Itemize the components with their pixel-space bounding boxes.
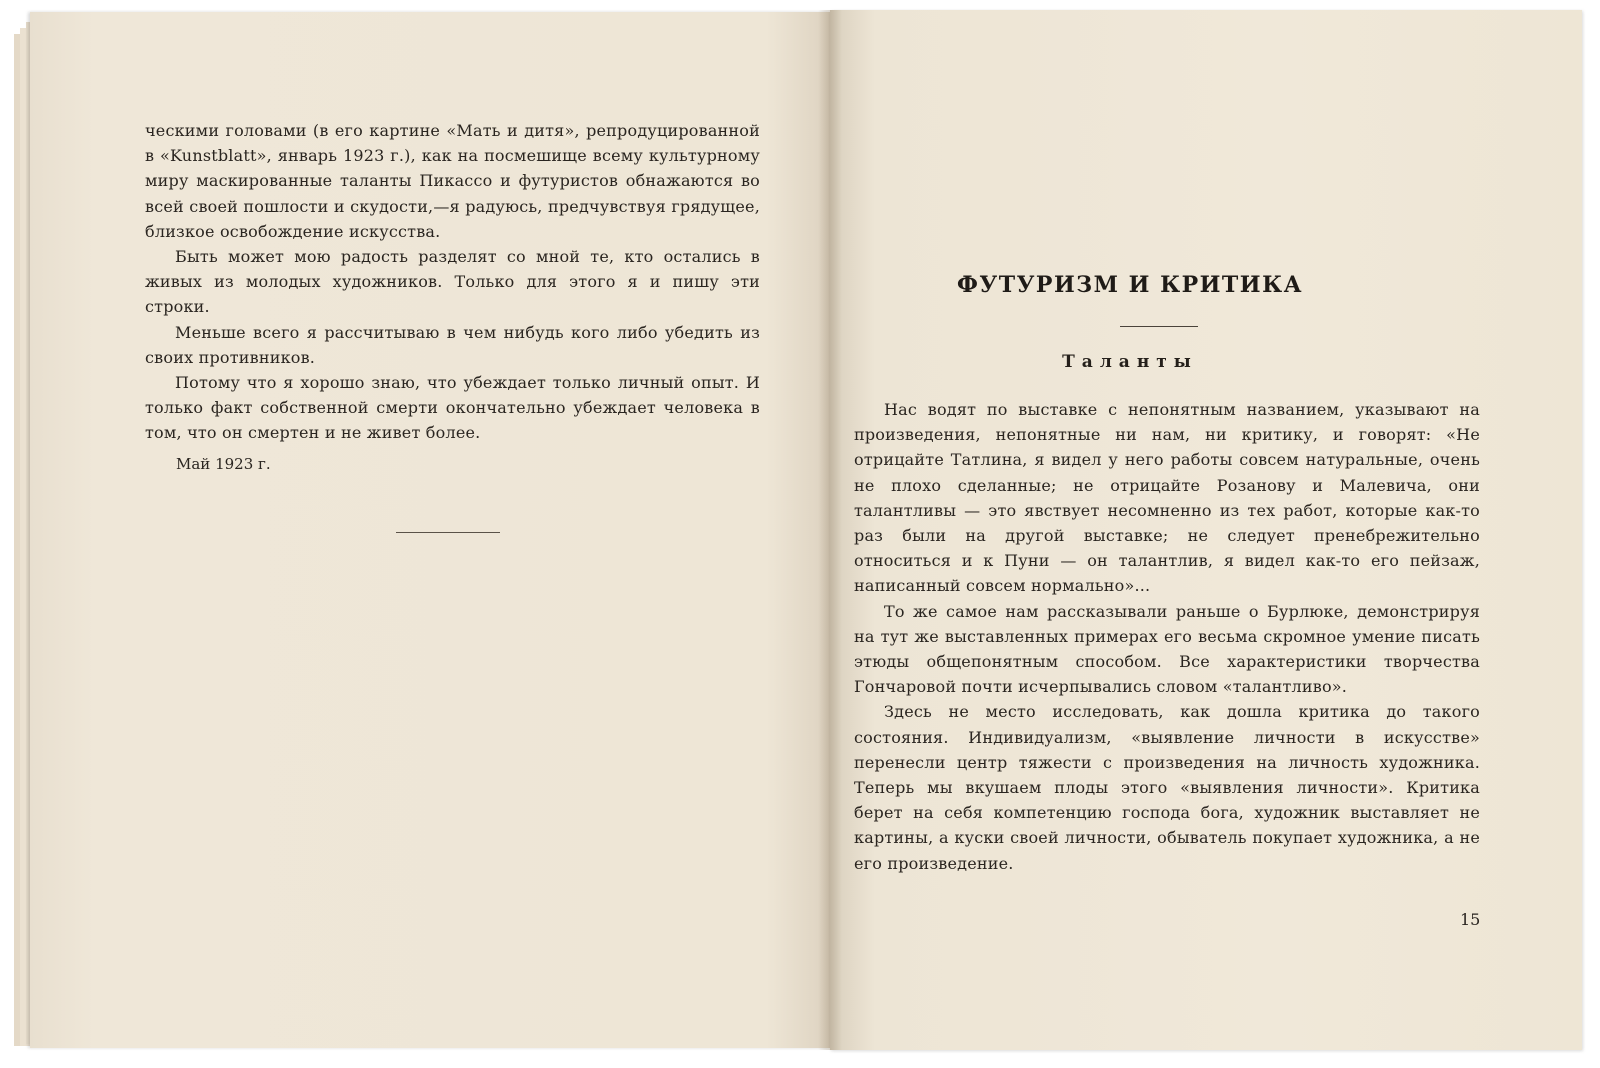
paragraph: Здесь не место исследовать, как дошла критика до такого состояния. Индивидуализм, «выявление личности в искусстве» перенесли центр тяжести с произведения на личность художника. Теперь мы вкушаем плоды этого «выявления личности». Критика берет на себя компетенцию господа бога, художник выставляет не картины, а куски своей личности, обыватель покупает художника, а не его произведение. bbox=[854, 702, 1480, 873]
right-page-body bbox=[854, 397, 1480, 876]
book-gutter bbox=[818, 10, 842, 1050]
left-page-body bbox=[145, 118, 760, 446]
paragraph: Быть может мою радость разделят со мной те, кто остались в живых из молодых художников. Только для этого я и пишу эти строки. bbox=[145, 247, 760, 317]
section-divider bbox=[396, 532, 500, 533]
title-divider bbox=[1120, 326, 1198, 327]
paragraph: ческими головами (в его картине «Мать и дитя», репродуцированной в «Kunstblatt», январь 1923 г.), как на посмешище всему культурному миру маскированные таланты Пикассо и футуристов обнажаются во всей своей пошлости и скудости,—я радуюсь, предчувствуя грядущее, близкое освобождение искусства. bbox=[145, 121, 760, 241]
chapter-title: ФУТУРИЗМ И КРИТИКА bbox=[956, 272, 1304, 298]
paragraph: Меньше всего я рассчитываю в чем нибудь кого либо убедить из своих противников. bbox=[145, 322, 760, 367]
paragraph: То же самое нам рассказывали раньше о Бурлюке, демонстрируя на тут же выставленных примерах его весьма скромное умение писать этюды общепонятным способом. Все характеристики творчества Гончаровой почти исчерпывались словом «талантливо». bbox=[854, 601, 1480, 697]
section-subtitle: Таланты bbox=[1062, 352, 1198, 372]
paragraph: Нас водят по выставке с непонятным названием, указывают на произведения, непонятные ни нам, ни критику, и говорят: «Не отрицайте Татлина, я видел у него работы совсем натуральные, очень не плохо сделанные; не отрицайте Розанову и Малевича, они талантливы — это явствует несомненно из тех работ, которые как-то раз были на другой выставке; не следует пренебрежительно относиться и к Пуни — он талантлив, я видел как-то его пейзаж, написанный совсем нормально»... bbox=[854, 400, 1480, 596]
paragraph: Потому что я хорошо знаю, что убеждает только личный опыт. И только факт собственной смерти окончательно убеждает человека в том, что он смертен и не живет более. bbox=[145, 373, 760, 443]
page-number: 15 bbox=[1460, 910, 1481, 929]
date-signature: Май 1923 г. bbox=[176, 455, 271, 473]
